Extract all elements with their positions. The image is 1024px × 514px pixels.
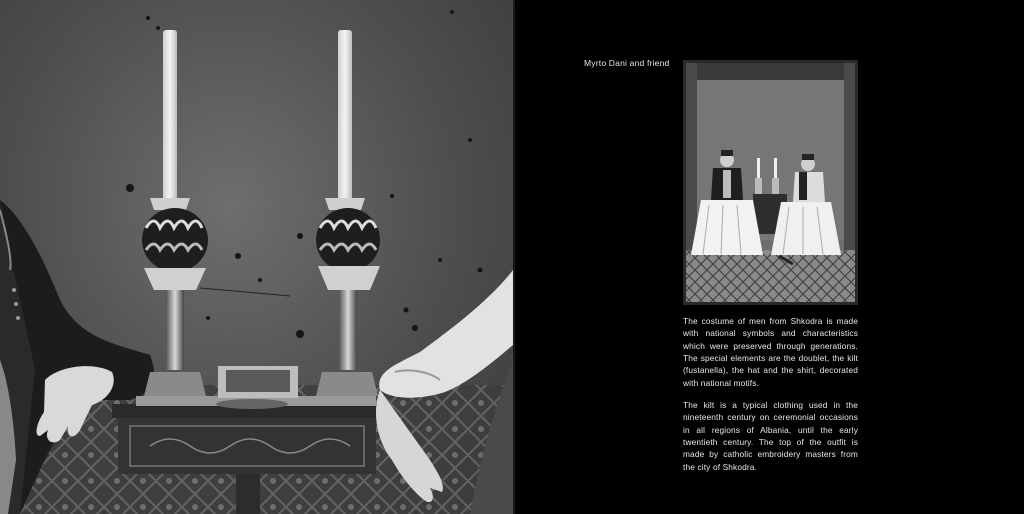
text-page [515, 0, 1024, 514]
portrait-photograph-art [683, 60, 858, 305]
portrait-photograph [683, 60, 858, 305]
body-paragraph-1: The costume of men from Shkodra is made with national symbols and characteristics which were preserved through generations. The special elements are the doublet, the kilt (fustanella), the hat and the shirt, decorated with national motifs. [683, 316, 858, 388]
body-paragraph-2: The kilt is a typical clothing used in the nineteenth century on ceremonial occasions in all regions of Albania, until the early twentieth century. The top of the outfit is made by catholic embroidery masters from the city of Shkodra. [683, 400, 858, 472]
photo-caption: Myrto Dani and friend [584, 58, 670, 68]
